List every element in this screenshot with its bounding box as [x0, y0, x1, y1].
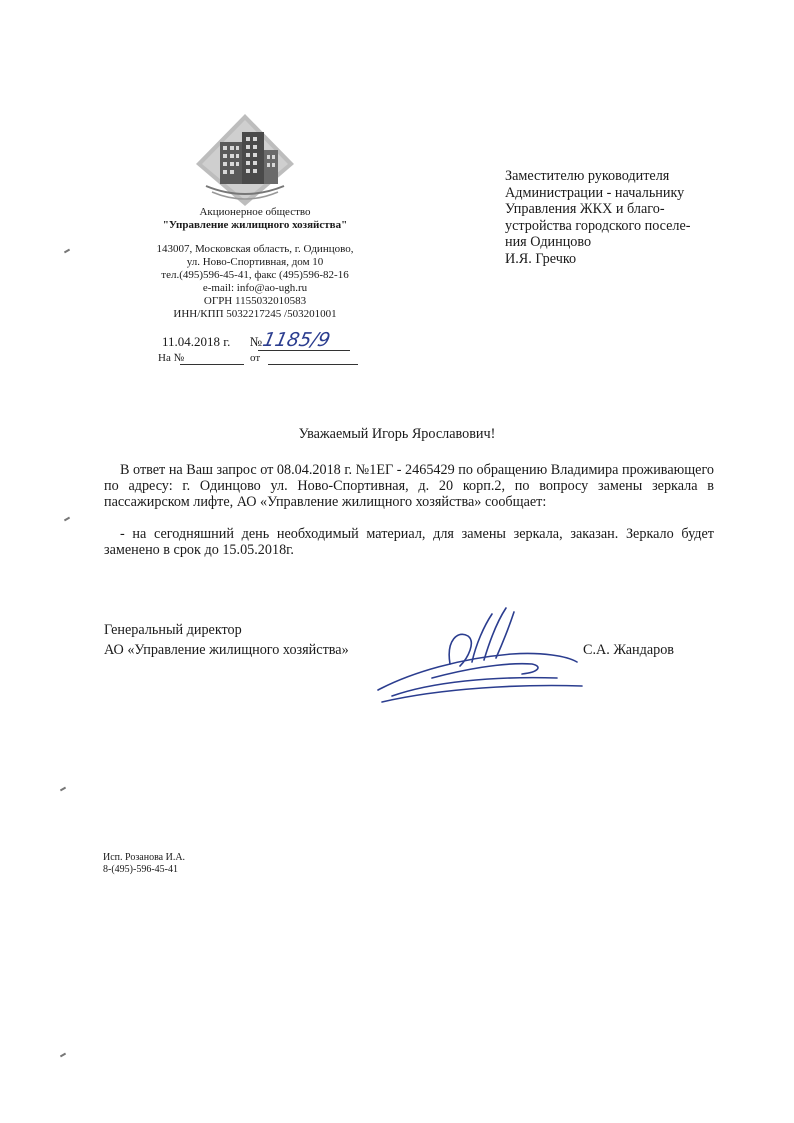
- outgoing-number-handwritten: 1185/9: [260, 329, 333, 351]
- addressee-line: Управления ЖКХ и благо-: [505, 201, 665, 218]
- org-inn-kpp: ИНН/КПП 5032217245 /503201001: [173, 308, 337, 320]
- addressee-block: [505, 168, 745, 268]
- addressee-line: устройства городского поселе-: [505, 217, 691, 234]
- org-name: "Управление жилищного хозяйства": [162, 219, 348, 231]
- scan-speck: [64, 249, 70, 254]
- scan-speck: [60, 787, 66, 792]
- org-phone: тел.(495)596-45-41, факс (495)596-82-16: [161, 269, 349, 281]
- scan-speck: [64, 517, 70, 522]
- addressee-line: И.Я. Гречко: [505, 250, 577, 267]
- outgoing-date-number: [162, 334, 262, 350]
- org-address-line1: 143007, Московская область, г. Одинцово,: [156, 243, 354, 255]
- in-reply-from-label: от: [250, 352, 261, 364]
- signatory-position: Генеральный директор: [104, 622, 242, 638]
- greeting: Уважаемый Игорь Ярославович!: [298, 426, 496, 442]
- addressee-line: Администрации - начальнику: [505, 184, 685, 201]
- body-paragraph-1: В ответ на Ваш запрос от 08.04.2018 г. №1ЕГ - 2465429 по обращению Владимира проживающего по адресу: г. Одинцово ул. Ново-Спортивная, д. 20 корп.2, по вопросу замены зеркала в пассажирском лифте, АО «Управление жилищного хозяйства» сообщает:: [104, 462, 714, 510]
- executor-name: Исп. Розанова И.А.: [103, 852, 186, 863]
- body-paragraph-2: - на сегодняшний день необходимый материал, для замены зеркала, заказан. Зеркало будет заменено в срок до 15.05.2018г.: [104, 526, 714, 558]
- org-address-line2: ул. Ново-Спортивная, дом 10: [186, 256, 324, 268]
- org-type: Акционерное общество: [199, 206, 311, 218]
- in-reply-date-line: [268, 364, 358, 365]
- signatory-organization: АО «Управление жилищного хозяйства»: [104, 642, 349, 658]
- outgoing-number-label: №: [249, 334, 263, 349]
- org-email: e-mail: info@ao-ugh.ru: [202, 282, 308, 294]
- company-logo: [190, 112, 300, 208]
- scan-speck: [60, 1053, 66, 1058]
- org-ogrn: ОГРН 1155032010583: [203, 295, 307, 307]
- executor-phone: 8-(495)-596-45-41: [103, 864, 178, 875]
- executor-block: [103, 852, 185, 876]
- handwritten-signature: [372, 600, 592, 710]
- in-reply-number-line: [180, 364, 244, 365]
- addressee-line: Заместителю руководителя: [505, 168, 670, 184]
- outgoing-date: 11.04.2018 г.: [162, 334, 231, 349]
- addressee-line: ния Одинцово: [505, 234, 592, 251]
- signatory-name: С.А. Жандаров: [583, 642, 674, 658]
- in-reply-label: На №: [158, 352, 185, 364]
